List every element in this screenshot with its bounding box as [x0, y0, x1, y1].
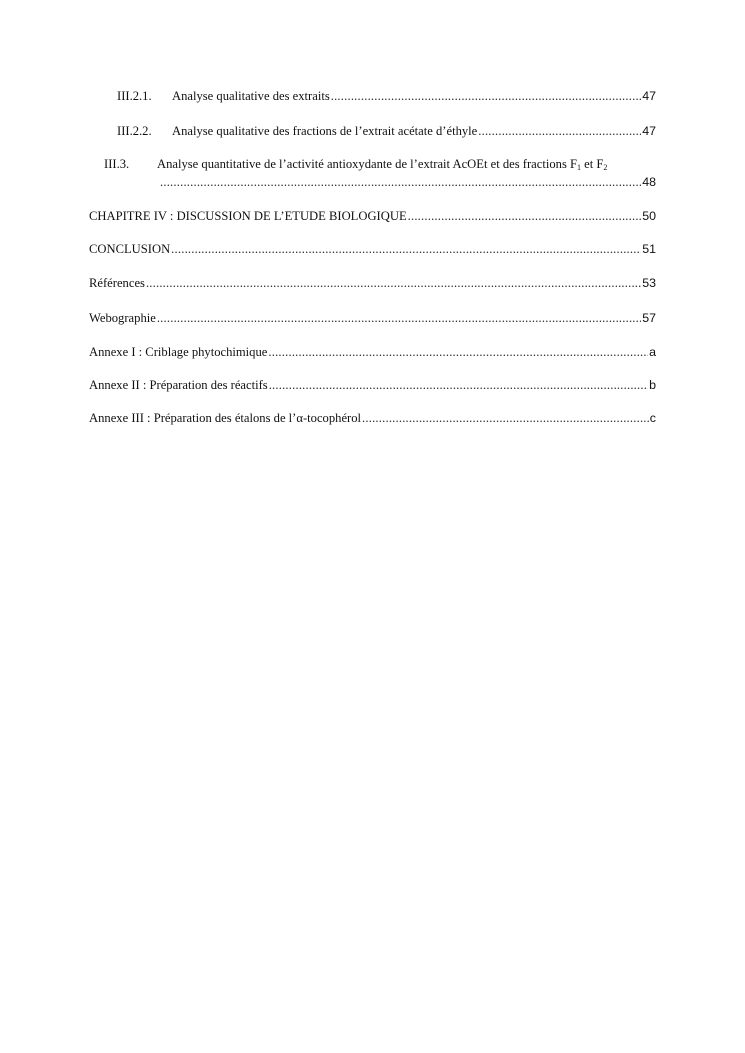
toc-entry-page: 48	[642, 175, 656, 189]
dot-leader	[157, 310, 641, 326]
toc-entry-page: c	[649, 411, 656, 425]
toc-entry-page: 57	[642, 311, 656, 325]
toc-entry-page: 53	[642, 276, 656, 290]
toc-entry-title: Annexe II : Préparation des réactifs	[89, 378, 268, 392]
toc-entry-page: 51	[642, 242, 656, 256]
toc-entry-annexe-iii[interactable]	[89, 410, 656, 426]
dot-leader	[160, 174, 641, 190]
dot-leader	[362, 410, 649, 426]
toc-entry-title: Analyse qualitative des extraits	[172, 89, 330, 103]
toc-entry-iii-2-2[interactable]	[89, 123, 656, 139]
toc-entry-page: a	[649, 345, 656, 359]
toc-entry-page: b	[649, 378, 656, 392]
toc-entry-page: 47	[642, 89, 656, 103]
dot-leader	[269, 377, 648, 393]
toc-entry-first-line	[89, 156, 656, 172]
toc-entry-title: CHAPITRE IV : DISCUSSION DE L’ETUDE BIOLOGIQUE	[89, 209, 407, 223]
toc-entry-page: 47	[642, 124, 656, 138]
dot-leader	[171, 241, 641, 257]
dot-leader	[146, 275, 641, 291]
dot-leader	[268, 344, 648, 360]
toc-entry-title-and: et F	[581, 157, 604, 171]
toc-entry-title-text: Analyse quantitative de l’activité antioxydante de l’extrait AcOEt et des fractions F	[157, 157, 578, 171]
toc-entry-title: CONCLUSION	[89, 242, 171, 256]
toc-entry-iii-3[interactable]	[89, 156, 656, 190]
toc-entry-number: III.2.1.	[117, 89, 152, 103]
toc-entry-annexe-i[interactable]	[89, 344, 656, 360]
toc-entry-references[interactable]	[89, 275, 656, 291]
toc-entry-continuation	[89, 174, 656, 190]
toc-entry-annexe-ii[interactable]	[89, 377, 656, 393]
toc-entry-title: Analyse qualitative des fractions de l’extrait acétate d’éthyle	[172, 124, 478, 138]
toc-entry-conclusion[interactable]	[89, 241, 656, 257]
toc-entry-title: Annexe I : Criblage phytochimique	[89, 345, 268, 359]
toc-entry-title	[157, 156, 607, 172]
toc-entry-title: Webographie	[89, 311, 156, 325]
dot-leader	[408, 208, 642, 224]
toc-entry-title: Annexe III : Préparation des étalons de l’α-tocophérol	[89, 411, 362, 425]
toc-entry-webographie[interactable]	[89, 310, 656, 326]
toc-entry-chapitre-iv[interactable]	[89, 208, 656, 224]
toc-entry-page: 50	[642, 209, 656, 223]
subscript-2: 2	[603, 163, 608, 172]
subscript-1: 1	[577, 163, 582, 172]
toc-entry-iii-2-1[interactable]	[89, 88, 656, 104]
toc-entry-number: III.3.	[104, 157, 130, 171]
dot-leader	[478, 123, 641, 139]
toc-entry-number: III.2.2.	[117, 124, 152, 138]
dot-leader	[331, 88, 641, 104]
toc-entry-title: Références	[89, 276, 145, 290]
